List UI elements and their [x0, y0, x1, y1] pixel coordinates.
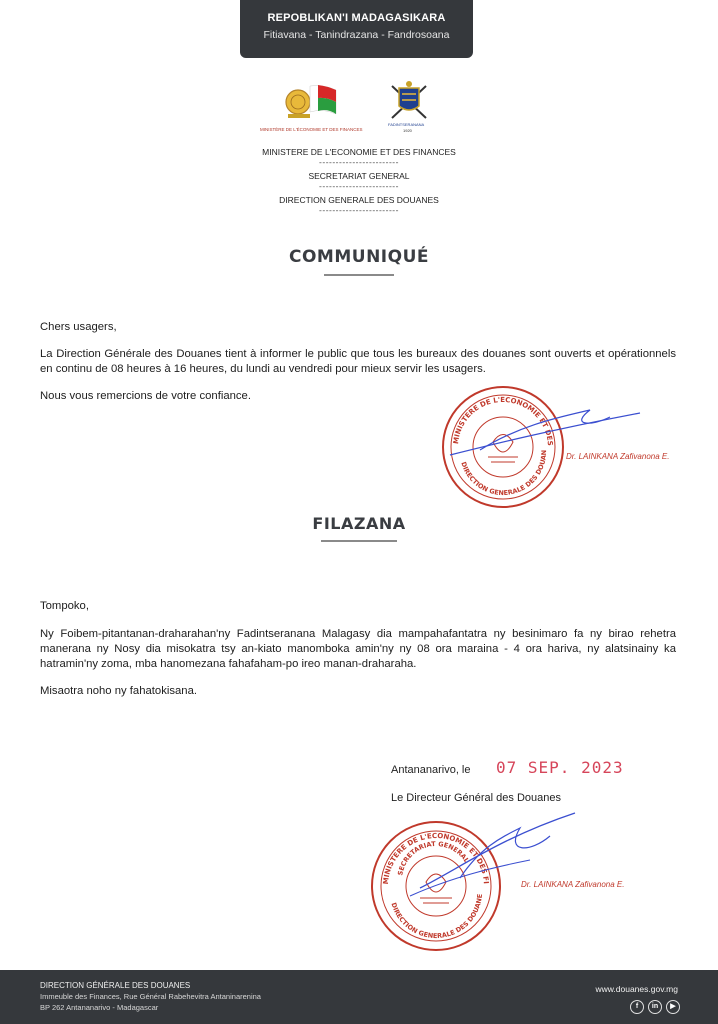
ministry-name: MINISTERE DE L'ECONOMIE ET DES FINANCES	[262, 147, 456, 157]
linkedin-icon[interactable]: in	[648, 1000, 662, 1014]
date-stamp: 07 SEP. 2023	[496, 758, 624, 777]
republic-title: REPOBLIKAN'I MADAGASIKARA	[267, 12, 446, 24]
separator: ------------------------	[319, 157, 399, 167]
footer-po-box: BP 262 Antananarivo - Madagascar	[40, 1003, 159, 1012]
secretariat-name: SECRETARIAT GENERAL	[308, 171, 410, 181]
malagasy-body: Ny Foibem-pitantanan-draharahan'ny Fadintseranana Malagasy dia mampahafantatra ny besinimaro fa ny birao rehetra manerana ny Nosy dia misokatra tsy an-kiato manomboka amin'ny ny 08 ora maraina - 4 ora hariva, ny alatsinainy ka hatramin'ny zoma, mba hanomezana fahafaham-po ireo manan-draharaha.	[40, 628, 676, 670]
heading-underline	[321, 540, 397, 542]
stamp-bottom-text: DIRECTION GENERALE DES DOUAN	[459, 449, 549, 498]
stamp-middle-text: SECRETARIAT GENERAL	[396, 839, 471, 877]
customs-logo-year: 1920	[403, 128, 412, 133]
ministry-logo-caption: MINISTÈRE DE L'ÉCONOMIE ET DES FINANCES	[260, 127, 363, 132]
youtube-icon[interactable]: ▶	[666, 1000, 680, 1014]
customs-logo-caption: FADINTSERANANA	[388, 122, 425, 127]
french-closing: Nous vous remercions de votre confiance.	[40, 390, 251, 402]
director-title: Le Directeur Général des Douanes	[391, 792, 561, 804]
french-greeting: Chers usagers,	[40, 321, 117, 333]
stamp-signer-name: Dr. LAINKANA Zafivanona E.	[566, 452, 670, 461]
republic-motto: Fitiavana - Tanindrazana - Fandrosoana	[263, 29, 450, 41]
malagasy-greeting: Tompoko,	[40, 600, 89, 612]
malagasy-closing: Misaotra noho ny fahatokisana.	[40, 685, 197, 697]
social-links	[630, 1000, 680, 1014]
ministry-logo	[258, 80, 368, 136]
footer-address: Immeuble des Finances, Rue Général Rabehevitra Antaninarenina	[40, 992, 261, 1001]
footer	[0, 970, 718, 1024]
filazana-heading: FILAZANA	[312, 514, 406, 533]
separator: ------------------------	[319, 181, 399, 191]
footer-org: DIRECTION GÉNÉRALE DES DOUANES	[40, 981, 191, 990]
stamp-top-text: MINISTERE DE L'ECONOMIE ET DES FI	[381, 831, 490, 885]
ministry-header	[0, 146, 718, 218]
heading-underline	[324, 274, 394, 276]
customs-logo	[384, 78, 434, 136]
directorate-name: DIRECTION GENERALE DES DOUANES	[279, 195, 439, 205]
stamp-top-text: MINISTERE DE L'ECONOMIE ET DES	[452, 395, 555, 447]
place-label: Antananarivo, le	[391, 764, 471, 776]
communique-heading: COMMUNIQUÉ	[289, 247, 429, 267]
director-signer-name: Dr. LAINKANA Zafivanona E.	[521, 880, 625, 889]
top-banner	[240, 0, 473, 58]
french-body: La Direction Générale des Douanes tient à informer le public que tous les bureaux des douanes sont ouverts et opérationnels en continu de 08 heures à 16 heures, du lundi au vendredi pour mieux servir les usagers.	[40, 348, 676, 375]
website-link[interactable]: www.douanes.gov.mg	[595, 984, 678, 994]
facebook-icon[interactable]: f	[630, 1000, 644, 1014]
stamp-bottom-text: DIRECTION GENERALE DES DOUANE	[389, 893, 484, 941]
separator: ------------------------	[319, 205, 399, 215]
customs-emblem-icon	[384, 78, 434, 124]
